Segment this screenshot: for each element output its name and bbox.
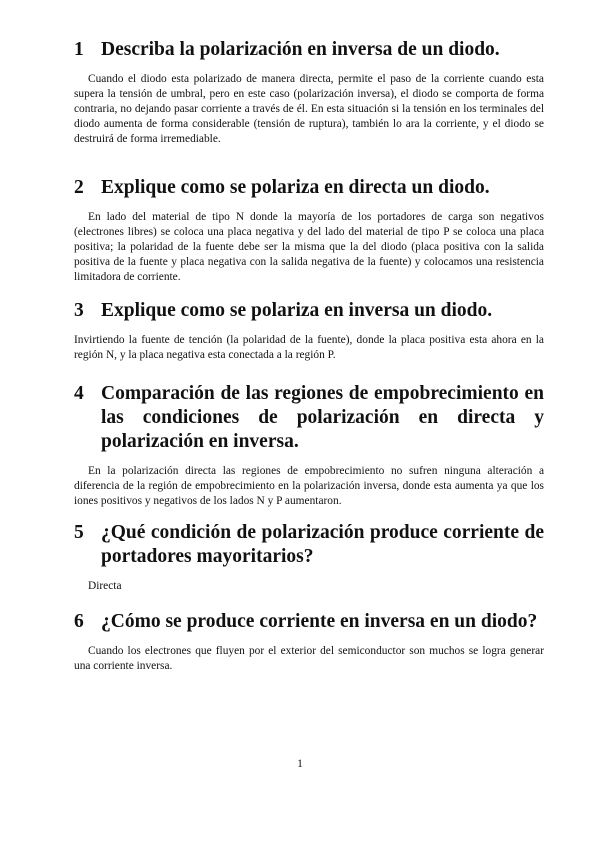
- section-heading: [74, 38, 544, 62]
- section-title: Explique como se polariza en inversa un diodo.: [101, 300, 493, 321]
- section-number: 2: [74, 177, 84, 198]
- section-paragraph: En la polarización directa las regiones de empobrecimiento no sufren ninguna alteración a diferencia de la región de empobrecimiento en la polarización inversa, donde esta aumenta ya que los iones positivos y negativos de los lados N y P aumentaron.: [74, 465, 544, 507]
- section-paragraph: Cuando los electrones que fluyen por el exterior del semiconductor son muchos se logra generar una corriente inversa.: [74, 645, 544, 672]
- section-title: ¿Qué condición de polarización produce corriente de portadores mayoritarios?: [101, 522, 544, 567]
- section-number: 1: [74, 39, 84, 60]
- section-3: [74, 299, 544, 374]
- section-paragraph: Cuando el diodo esta polarizado de manera directa, permite el paso de la corriente cuando esta supera la tensión de umbral, pero en este caso (polarización inversa), el diodo se comporta de forma contraria, no dejando pasar corriente a través de él. En esta situación si la tensión en los terminales del diodo aumenta de forma considerable (tensión de ruptura), también lo ara la corriente, y el diodo se destruirá de forma irremediable.: [74, 73, 544, 145]
- section-5: [74, 521, 544, 605]
- section-title: Describa la polarización en inversa de un diodo.: [101, 39, 500, 60]
- section-number: 3: [74, 300, 84, 321]
- section-number: 5: [74, 522, 84, 543]
- section-paragraph: Directa: [88, 580, 122, 592]
- section-heading: [74, 299, 544, 323]
- section-title: ¿Cómo se produce corriente en inversa en un diodo?: [101, 611, 538, 632]
- section-4: [74, 382, 544, 520]
- section-heading: [74, 521, 544, 569]
- section-heading: [74, 610, 544, 634]
- section-title: Comparación de las regiones de empobrecimiento en las condiciones de polarización en directa y polarización en inversa.: [101, 383, 544, 452]
- section-2: [74, 176, 544, 296]
- section-heading: [74, 382, 544, 454]
- section-1: [74, 38, 544, 158]
- section-paragraph: Invirtiendo la fuente de tención (la polaridad de la fuente), donde la placa positiva esta ahora en la región N, y la placa negativa esta conectada a la región P.: [74, 334, 544, 361]
- section-paragraph: En lado del material de tipo N donde la mayoría de los portadores de carga son negativos (electrones libres) se coloca una placa negativa y del lado del material de tipo P se coloca una placa positiva; la polaridad de la fuente debe ser la misma que la del diodo (placa positiva con la salida positiva de la fuente y placa negativa con la salida negativa de la fuente) y colocamos una resistencia limitadora de corriente.: [74, 211, 544, 283]
- section-heading: [74, 176, 544, 200]
- section-number: 4: [74, 383, 84, 404]
- page-number: 1: [297, 758, 303, 770]
- section-title: Explique como se polariza en directa un diodo.: [101, 177, 490, 198]
- section-6: [74, 610, 544, 685]
- section-number: 6: [74, 611, 84, 632]
